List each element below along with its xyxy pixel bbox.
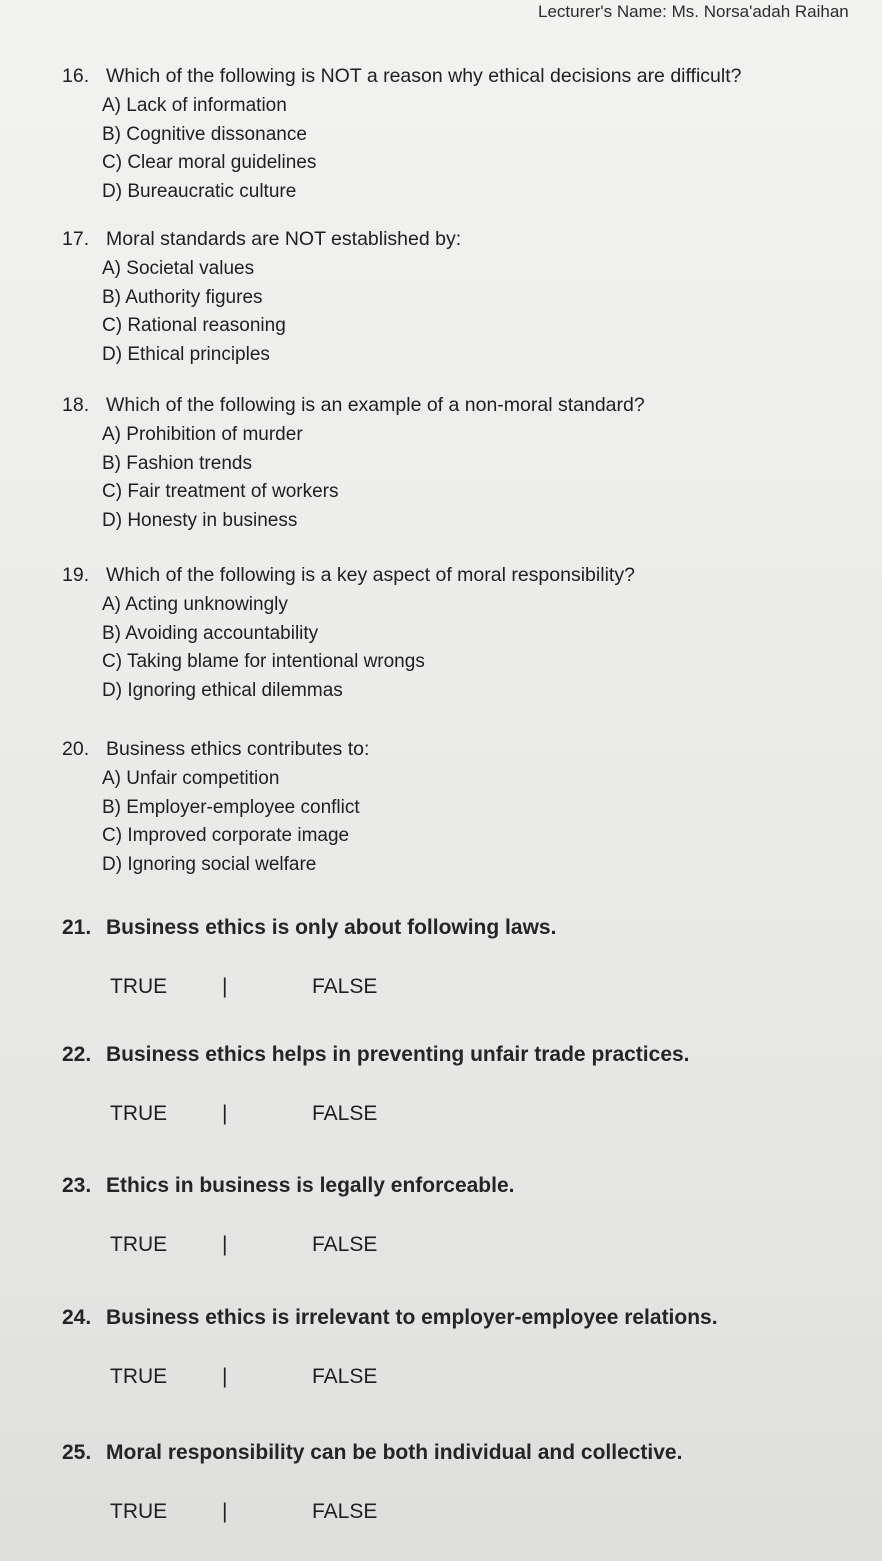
false-option[interactable]: FALSE (312, 975, 378, 998)
question-19 (62, 563, 862, 705)
option-separator: | (222, 1102, 228, 1125)
question-stem: Which of the following is NOT a reason why ethical decisions are difficult? (106, 65, 742, 87)
option-a[interactable]: A) Prohibition of murder (102, 424, 303, 445)
option-separator: | (222, 975, 228, 998)
question-number: 16. (62, 65, 90, 87)
question-24 (62, 1305, 862, 1395)
true-option[interactable]: TRUE (110, 1500, 168, 1523)
question-number: 18. (62, 394, 90, 416)
question-25 (62, 1440, 862, 1530)
true-option[interactable]: TRUE (110, 1102, 168, 1125)
question-number: 21. (62, 916, 92, 939)
question-number: 22. (62, 1043, 92, 1066)
question-stem: Business ethics contributes to: (106, 738, 370, 760)
question-text (62, 737, 862, 761)
question-17 (62, 227, 862, 369)
option-a[interactable]: A) Unfair competition (102, 768, 280, 789)
option-b[interactable]: B) Employer-employee conflict (102, 796, 360, 818)
option-b[interactable]: B) Fashion trends (102, 452, 252, 474)
option-b[interactable]: B) Cognitive dissonance (102, 123, 307, 145)
true-option[interactable]: TRUE (110, 975, 168, 998)
question-stem: Moral responsibility can be both individual and collective. (106, 1441, 683, 1464)
option-d[interactable]: D) Ignoring ethical dilemmas (102, 679, 343, 701)
lecturer-name: Lecturer's Name: Ms. Norsa'adah Raihan (538, 2, 849, 21)
question-20 (62, 737, 862, 879)
option-list (102, 92, 862, 206)
question-stem: Which of the following is a key aspect of moral responsibility? (106, 564, 635, 586)
true-option[interactable]: TRUE (110, 1365, 168, 1388)
option-d[interactable]: D) Bureaucratic culture (102, 180, 297, 202)
question-text (62, 1440, 862, 1466)
option-b[interactable]: B) Avoiding accountability (102, 622, 319, 644)
question-text (62, 1305, 862, 1331)
question-stem: Moral standards are NOT established by: (106, 228, 462, 250)
question-stem: Business ethics helps in preventing unfair trade practices. (106, 1043, 690, 1066)
question-text (62, 563, 862, 587)
false-option[interactable]: FALSE (312, 1102, 378, 1125)
question-number: 24. (62, 1306, 92, 1329)
false-option[interactable]: FALSE (312, 1365, 378, 1388)
question-text (62, 915, 862, 941)
option-d[interactable]: D) Ignoring social welfare (102, 853, 317, 875)
false-option[interactable]: FALSE (312, 1233, 378, 1256)
true-false-row (62, 975, 862, 1005)
question-number: 25. (62, 1441, 92, 1464)
true-option[interactable]: TRUE (110, 1233, 168, 1256)
true-false-row (62, 1233, 862, 1263)
option-list (102, 765, 862, 879)
question-number: 19. (62, 564, 90, 586)
true-false-row (62, 1500, 862, 1530)
question-16 (62, 64, 862, 206)
question-stem: Which of the following is an example of a non-moral standard? (106, 394, 645, 416)
question-22 (62, 1042, 862, 1132)
question-text (62, 227, 862, 251)
option-list (102, 255, 862, 369)
option-c[interactable]: C) Clear moral guidelines (102, 152, 317, 173)
question-number: 23. (62, 1174, 92, 1197)
question-stem: Business ethics is only about following laws. (106, 916, 557, 939)
question-18 (62, 393, 862, 535)
question-23 (62, 1173, 862, 1263)
true-false-row (62, 1102, 862, 1132)
option-a[interactable]: A) Lack of information (102, 95, 287, 116)
question-text (62, 1042, 862, 1068)
option-separator: | (222, 1233, 228, 1256)
option-c[interactable]: C) Fair treatment of workers (102, 481, 339, 502)
question-stem: Ethics in business is legally enforceable. (106, 1174, 515, 1197)
option-separator: | (222, 1500, 228, 1523)
option-c[interactable]: C) Improved corporate image (102, 825, 350, 846)
question-text (62, 393, 862, 417)
option-d[interactable]: D) Honesty in business (102, 509, 298, 531)
false-option[interactable]: FALSE (312, 1500, 378, 1523)
option-a[interactable]: A) Acting unknowingly (102, 594, 288, 615)
option-separator: | (222, 1365, 228, 1388)
option-c[interactable]: C) Taking blame for intentional wrongs (102, 651, 425, 672)
question-text (62, 1173, 862, 1199)
option-b[interactable]: B) Authority figures (102, 286, 263, 308)
question-stem: Business ethics is irrelevant to employer-employee relations. (106, 1306, 718, 1329)
question-text (62, 64, 862, 88)
option-list (102, 591, 862, 705)
option-d[interactable]: D) Ethical principles (102, 343, 270, 365)
question-21 (62, 915, 862, 1005)
question-number: 17. (62, 228, 90, 250)
true-false-row (62, 1365, 862, 1395)
option-c[interactable]: C) Rational reasoning (102, 315, 286, 336)
option-list (102, 421, 862, 535)
option-a[interactable]: A) Societal values (102, 258, 255, 279)
question-number: 20. (62, 738, 90, 760)
